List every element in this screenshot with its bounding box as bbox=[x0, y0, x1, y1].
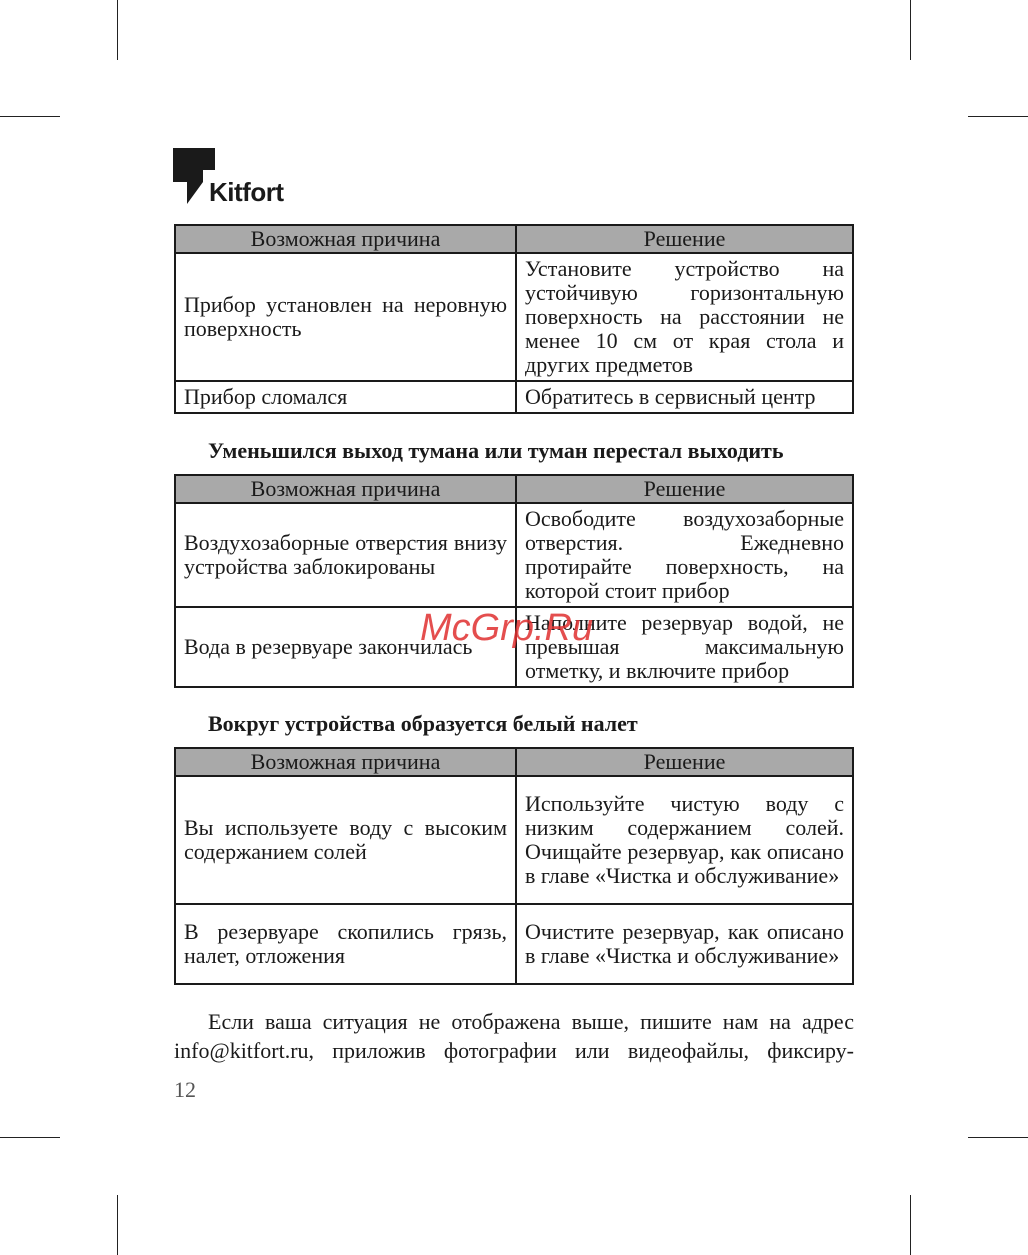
cause-cell: Прибор установлен на неровную поверхность bbox=[175, 253, 516, 381]
cause-cell: Вода в резервуаре закончилась bbox=[175, 607, 516, 687]
table-header-row bbox=[175, 475, 853, 503]
cause-cell: Прибор сломался bbox=[175, 381, 516, 413]
table-header-row bbox=[175, 748, 853, 776]
crop-mark bbox=[910, 0, 911, 60]
table-row bbox=[175, 253, 853, 381]
solution-cell: Очистите резервуар, как описано в главе «Чистка и обслуживание» bbox=[516, 904, 853, 984]
solution-cell: Наполните резервуар водой, не превышая максимальную отметку, и включите прибор bbox=[516, 607, 853, 687]
table-row bbox=[175, 381, 853, 413]
contact-paragraph-line-2 bbox=[174, 1036, 854, 1065]
header-solution: Решение bbox=[516, 225, 853, 253]
header-cause: Возможная причина bbox=[175, 475, 516, 503]
footer-line-2: info@kitfort.ru, приложив фотографии или видеофайлы, фиксиру- bbox=[174, 1038, 854, 1063]
header-cause: Возможная причина bbox=[175, 225, 516, 253]
crop-mark bbox=[968, 1137, 1028, 1138]
cause-cell: В резервуаре скопились грязь, налет, отложения bbox=[175, 904, 516, 984]
footer-line-1: Если ваша ситуация не отображена выше, пишите нам на адрес bbox=[208, 1009, 854, 1034]
crop-mark bbox=[117, 1195, 118, 1255]
solution-cell: Освободите воздухозаборные отверстия. Ежедневно протирайте поверхность, на которой стоит прибор bbox=[516, 503, 853, 607]
crop-mark bbox=[0, 116, 60, 117]
contact-paragraph-line-1 bbox=[174, 1007, 854, 1036]
crop-mark bbox=[117, 0, 118, 60]
kitfort-logo bbox=[173, 148, 303, 208]
table-row bbox=[175, 503, 853, 607]
cause-cell: Вы используете воду с высоким содержанием солей bbox=[175, 776, 516, 904]
header-solution: Решение bbox=[516, 475, 853, 503]
header-solution: Решение bbox=[516, 748, 853, 776]
watermark: McGrp.Ru bbox=[420, 607, 594, 649]
table-header-row bbox=[175, 225, 853, 253]
crop-mark bbox=[0, 1137, 60, 1138]
page-number: 12 bbox=[174, 1077, 196, 1102]
crop-mark bbox=[910, 1195, 911, 1255]
table-row bbox=[175, 776, 853, 904]
troubleshooting-table-3 bbox=[174, 747, 854, 985]
solution-cell: Установите устройство на устойчивую горизонтальную поверхность на расстоянии не менее 10 см от края стола и других предметов bbox=[516, 253, 853, 381]
crop-mark bbox=[968, 116, 1028, 117]
troubleshooting-table-1 bbox=[174, 224, 854, 414]
solution-cell: Обратитесь в сервисный центр bbox=[516, 381, 853, 413]
cause-cell: Воздухозаборные отверстия внизу устройства заблокированы bbox=[175, 503, 516, 607]
troubleshooting-table-2 bbox=[174, 474, 854, 688]
header-cause: Возможная причина bbox=[175, 748, 516, 776]
brand-name: Kitfort bbox=[209, 177, 284, 207]
solution-cell: Используйте чистую воду с низким содержанием солей. Очищайте резервуар, как описано в главе «Чистка и обслуживание» bbox=[516, 776, 853, 904]
section-heading: Уменьшился выход тумана или туман перестал выходить bbox=[208, 438, 784, 463]
section-heading: Вокруг устройства образуется белый налет bbox=[208, 711, 638, 736]
table-row bbox=[175, 904, 853, 984]
